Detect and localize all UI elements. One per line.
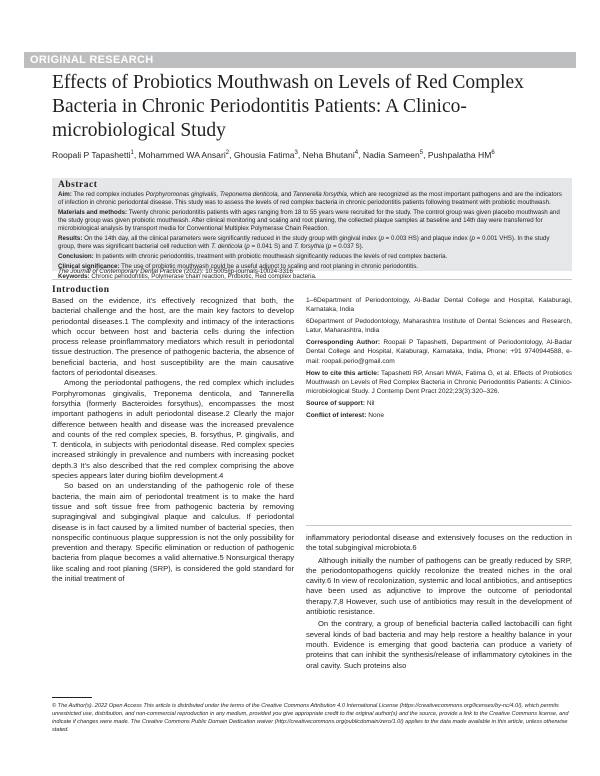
abstract-results: Results: On the 14th day, all the clinical parameters were significantly reduced in the study group with gingival index (p = 0.003 HS) and plaque index (p = 0.001 VHS). In the study group, there was significant bacterial cell reduction with T. denticola (p = 0.041 S) and T. forsythia (p = 0.037 S). [58, 235, 550, 250]
article-title: Effects of Probiotics Mouthwash on Levels of Red Complex Bacteria in Chronic Periodontitis Patients: A Clinico-microbiological Study [52, 72, 524, 141]
intro-paragraph: So based on an understanding of the pathogenic role of these bacteria, the main aim of periodontal treatment is to make the hard tissue and soft tissue free from pathogenic bacteria by removing supragingival and subgingival plaque and calculus. If periodontal disease is in fact caused by a limited number of bacterial species, then nonspecific continuous plaque suppression is not the only possibility for prevention and therapy. Specific elimination or reduction of pathogenic bacteria from plaque becomes a valid alternative.5 Nonsurgical therapy like scaling and root planing (SRP), is considered the gold standard for the initial treatment of [52, 481, 294, 584]
abstract-keywords: Keywords: Chronic periodontitis, Polymerase chain reaction, Probiotic, Red complex bacteria. [58, 273, 317, 280]
abstract-heading: Abstract [58, 180, 98, 190]
abstract-methods: Materials and methods: Twenty chronic periodontitis patients with ages ranging from 18 to 55 years were recruited for the study. The control group was given placebo mouthwash and the study group was given probiotic mouthwash. After clinical monitoring and scaling and root planing, the collected plaque samples at baseline and 14th day were transferred for microbiological analysis by transport media for Conventional Multiplex Polymerase Chain Reaction. [58, 209, 560, 232]
how-to-cite: How to cite this article: Tapashetti RP, Ansari MWA, Fatima G, et al. Effects of Probiotics Mouthwash on Levels of Red Complex Bacteria in Chronic Periodontitis Patients: A Clinico-microbiological Study. J Contemp Dent Pract 2022;23(3):320–326. [306, 369, 572, 395]
article-type-banner: ORIGINAL RESEARCH [24, 52, 576, 68]
author-name: Neha Bhutani [302, 150, 355, 160]
divider [306, 525, 572, 526]
right-column-body [306, 533, 572, 673]
author-name: Ghousia Fatima [233, 150, 295, 160]
affiliation: 6Department of Pedodontology, Maharashtra Institute of Dental Sciences and Research, Latur, Maharashtra, India [306, 318, 572, 335]
journal-citation: The Journal of Contemporary Dental Practice (2022): 10.5005/jp-journals-10024-3316 [58, 268, 293, 275]
intro-paragraph: Among the periodontal pathogens, the red complex which includes Porphyromonas gingivalis, Treponema denticola, and Tannerella forsythia (formerly Bacteroides forsythus), encompasses the most important pathogens in adult periodontal disease.2 Clearly the major difference between health and disease was the increased prevalence and counts of the red complex species, B. forsythus, P. gingivalis, and T. denticola, in subjects with periodontal disease. Red complex species increased strikingly in prevalence and numbers with increasing pocket depth.3 It’s also described that the red complex comprising the above species appears later during biofilm development.4 [52, 378, 294, 481]
source-of-support: Source of support: Nil [306, 399, 375, 407]
author-name: Roopali P Tapashetti [52, 150, 131, 160]
affiliations-block [306, 296, 572, 423]
divider [52, 279, 572, 280]
author-list: Roopali P Tapashetti$^1$, Mohammed WA Ansari$^2$, Ghousia Fatima$^3$, Neha Bhutani$^4$, Nadia Sameen$^5$, Pushpalatha $HM^6$ [52, 150, 495, 160]
author-name: Pushpalatha HM [427, 150, 492, 160]
footer-divider [52, 697, 92, 698]
affiliation: 1–6Department of Periodontology, Al-Badar Dental College and Hospital, Kalaburagi, Karnataka, India [306, 297, 572, 314]
body-paragraph: Although initially the number of pathogens can be greatly reduced by SRP, the periodontopathogens quickly recolonize the treated niches in the oral cavity.6 In view of recolonization, systemic and local antibiotics, and antiseptics have been used as adjunctive to improve the outcome of periodontal therapy.7,8 However, such use of antibiotics may result in the development of antibiotic resistance. [306, 555, 572, 617]
introduction-heading: Introduction [52, 285, 110, 295]
license-footer: © The Author(s). 2022 Open Access This article is distributed under the terms of the Creative Commons Attribution 4.0 International License (https://creativecommons.org/licenses/by-nc/4.0/), which permits unrestricted use, distribution, and non-commercial reproduction in any medium, provided you give appropriate credit to the original author(s) and the source, provide a link to the Creative Commons license, and indicate if changes were made. The Creative Commons Public Domain Dedication waiver (http://creativecommons.org/publicdomain/zero/1.0/) applies to the data made available in this article, unless otherwise stated. [52, 703, 569, 734]
corresponding-author: Corresponding Author: Roopali P Tapashetti, Department of Periodontology, Al-Badar Dental College and Hospital, Kalaburagi, Karnataka, India, Phone: +91 9740944588, e-mail: roopali.perio@gmail.com [306, 339, 572, 365]
abstract-clinical-significance: Clinical significance: The use of probiotic mouthwash could be a useful adjunct to scaling and root planing in chronic periodontitis. [58, 263, 419, 270]
author-name: Mohammed WA Ansari [138, 150, 226, 160]
conflict-of-interest: Conflict of interest: None [306, 412, 385, 420]
body-paragraph: On the contrary, a group of beneficial bacteria called lactobacilli can fight several kinds of bad bacteria and may help restore a healthy balance in your mouth. Evidence is emerging that good bacteria can produce a variety of proteins that can inhibit the synthesis/release of inflammatory cytokines in the oral cavity. Such proteins also [306, 619, 572, 670]
body-paragraph: inflammatory periodontal disease and extensively focuses on the reduction in the total subgingival microbiota.6 [306, 533, 572, 553]
author-name: Nadia Sameen [362, 150, 420, 160]
left-column-body [52, 296, 294, 584]
abstract-aim: Aim: The red complex includes Porphyromonas gingivalis, Treponema denticola, and Tannerella forsythia, which are recognized as the most important pathogens and are the indicators of infection in chronic periodontal disease. This study was to assess the levels of red complex bacteria in chronic periodontitis patients following treatment with probiotic mouthwash. [58, 191, 562, 206]
abstract-conclusion: Conclusion: In patients with chronic periodontitis, treatment with probiotic mouthwash significantly reduces the levels of red complex bacteria. [58, 253, 448, 260]
intro-paragraph: Based on the evidence, it’s effectively recognized that both, the bacterial challenge and the host, are the main key factors to develop periodontal diseases.1 The complexity and intimacy of the interactions which occur between host and bacteria cells during the infection process release proinflammatory mediators which result in periodontal tissue destruction. The presence of pathogenic bacteria, the absence of beneficial bacteria, and host susceptibility are the main causative factors of periodontal diseases. [52, 296, 294, 378]
